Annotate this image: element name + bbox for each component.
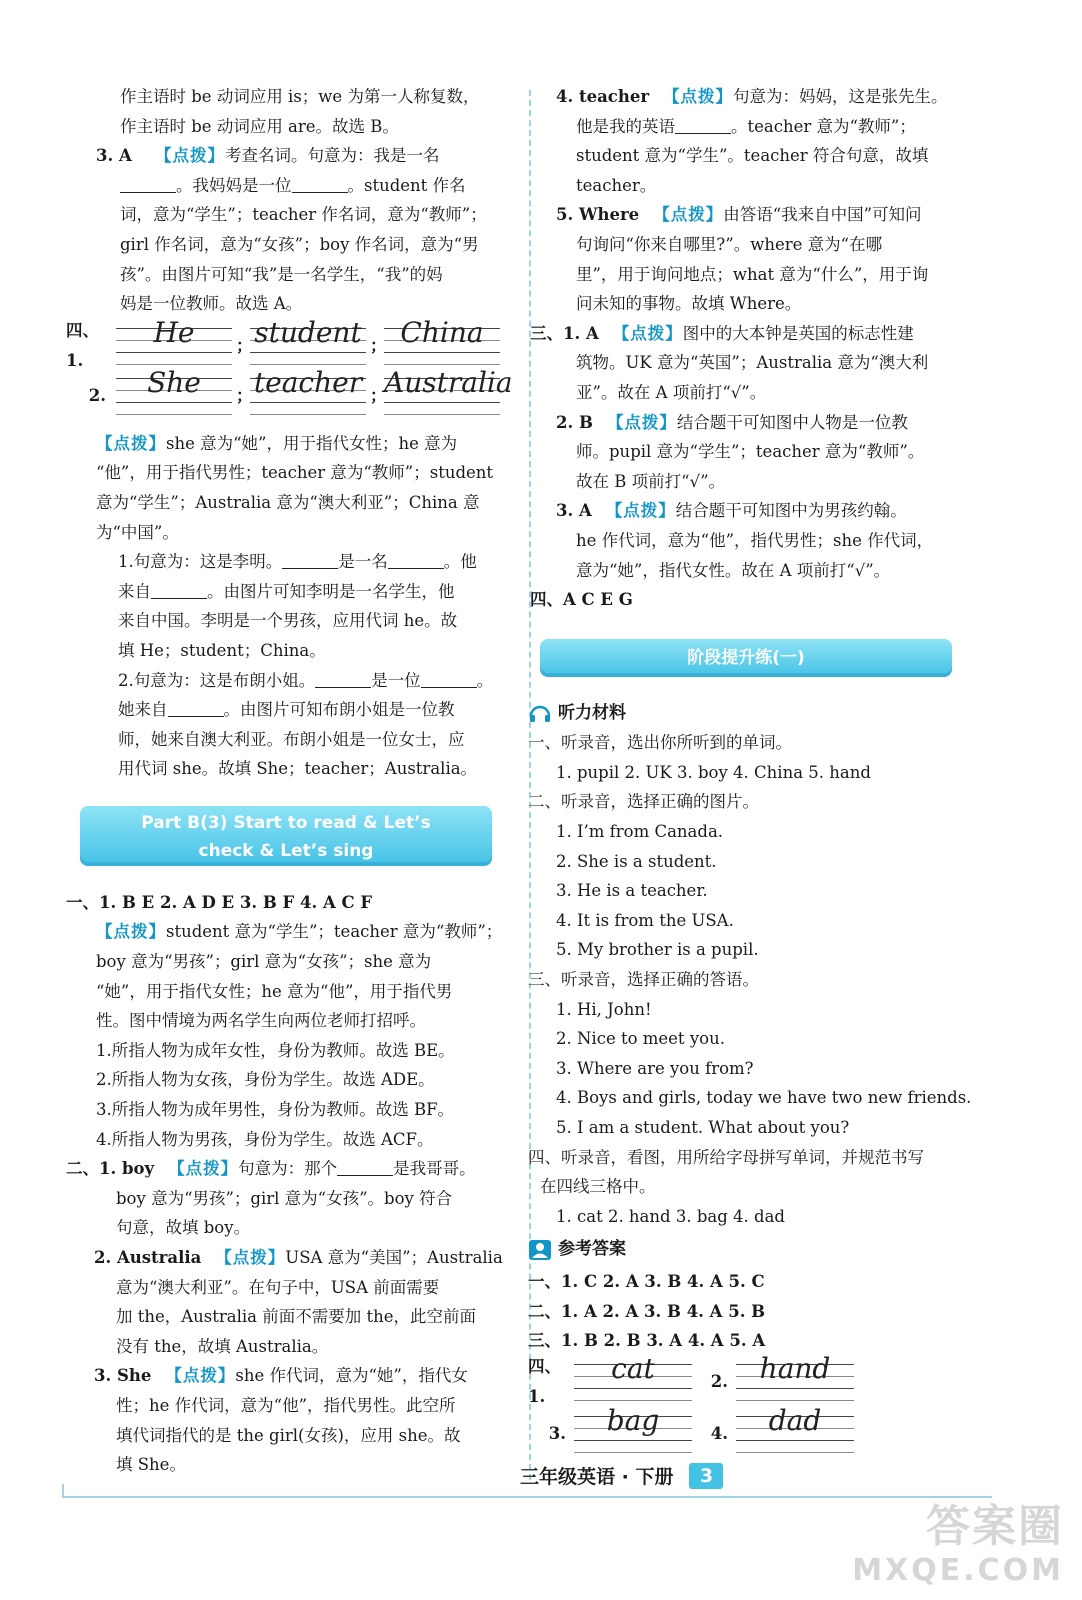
list-item: 2. Nice to meet you. [556,1029,725,1049]
answer-label: 4. teacher [556,87,650,106]
text-line [66,1154,512,1184]
listening-heading [528,699,990,729]
tip-label: 【点拨】 [165,1366,236,1386]
text-line: 1. pupil 2. UK 3. boy 4. China 5. hand [556,762,871,782]
section-banner [80,806,492,866]
answer-label: 3. A [96,146,132,166]
text-line: “她”，用于指代女性；he 意为“他”，用于指代男 [96,981,453,1001]
list-item: 2. She is a student. [556,851,717,871]
four-line-grid [736,1403,854,1452]
footer-rule-tick [62,1484,64,1496]
text-line: 三、1. B 2. B 3. A 4. A 5. A [528,1331,766,1351]
answer-label: 5. Where [556,205,640,225]
grid-label: 四、1. [528,1357,561,1406]
page-number: 3 [689,1463,723,1489]
text-line [66,1243,512,1273]
text-line: 里”，用于询问地点；what 意为“什么”，用于询 [576,264,929,284]
text-line [66,429,512,459]
text-line [66,666,512,696]
text-line [540,82,990,112]
list-item: 4. Boys and girls, today we have two new friends. [556,1088,972,1108]
four-line-grid [116,315,232,364]
blank-line [292,175,348,193]
four-line-grid [116,365,232,414]
handwritten-word: dad [768,1403,822,1437]
tip-label: 【点拨】 [663,87,734,106]
text-line: 句询问“你来自哪里?”。where 意为“在哪 [576,234,883,254]
text-line: 三、听录音，选择正确的答语。 [528,970,759,990]
text-span: 考查名词。句意为：我是一名 [225,146,440,166]
page-footer [520,1462,723,1489]
tip-label: 【点拨】 [612,323,683,343]
tip-label: 【点拨】 [606,412,677,432]
text-line: 在四线三格中。 [540,1177,656,1197]
section-banner: 阶段提升练(一) [540,639,952,677]
text-line: 四、A C E G [530,590,633,610]
list-item: 3. Where are you from? [556,1058,754,1078]
text-line: 性。图中情境为两名学生向两位老师打招呼。 [96,1011,426,1031]
text-line [540,200,990,230]
tip-label: 【点拨】 [168,1159,239,1179]
text-line: 3.所指人物为成年男性，身份为教师。故选 BF。 [96,1100,455,1120]
grid-label: 3. [548,1423,566,1443]
text-line: 1. cat 2. hand 3. bag 4. dad [556,1206,785,1226]
four-line-grid [736,1351,854,1400]
text-line: 2.所指人物为女孩，身份为学生。故选 ADE。 [96,1070,435,1090]
handwritten-word: teacher [253,365,363,399]
text-line: 师，她来自澳大利亚。布朗小姐是一位女士，应 [118,729,465,749]
text-line: 没有 the，故填 Australia。 [116,1336,329,1356]
text-span: 他是我的英语 [576,116,675,136]
text-span: 她来自 [118,700,168,720]
text-span: 是一位 [371,670,421,690]
text-line: 加 the，Australia 前面不需要加 the，此空前面 [116,1307,477,1327]
headphones-icon [528,702,552,724]
text-line: 师。pupil 意为“学生”；teacher 意为“教师”。 [576,442,925,462]
text-line [540,408,990,438]
four-line-grid [250,315,366,364]
separator: ； [236,385,253,405]
list-item: 1. I’m from Canada. [556,822,724,842]
text-span: 。 [476,670,494,690]
text-span: USA 意为“美国”；Australia [285,1248,503,1267]
text-line [66,695,512,725]
text-line [66,171,512,201]
text-line: 四、听录音，看图，用所给字母拼写单词，并规范书写 [528,1147,924,1167]
text-line: “他”，用于指代男性；teacher 意为“教师”；student [96,463,494,483]
answer-label: 2. B [556,412,593,432]
text-span: 是我哥哥。 [393,1159,476,1179]
grid-label: 四、1. [66,321,99,370]
text-line: 二、听录音，选择正确的图片。 [528,792,759,812]
text-line [66,547,512,577]
grid-label: 2. [88,385,106,405]
text-span: 由答语“我来自中国”可知问 [723,205,922,225]
blank-line [315,670,371,688]
blank-line [168,699,224,717]
text-line: boy 意为“男孩”；girl 意为“女孩”；she 意为 [96,952,432,972]
handwritten-word: China [400,315,484,349]
grid-label: 4. [710,1423,728,1443]
text-line: student 意为“学生”。teacher 符合句意，故填 [576,146,929,166]
four-line-grid [384,365,513,414]
list-item: 5. My brother is a pupil. [556,940,759,960]
text-span: 结合题干可知图中人物是一位教 [676,412,908,432]
footer-rule [62,1496,992,1498]
text-line: teacher。 [576,175,657,195]
text-line: he 作代词，意为“他”，指代男性；she 作代词， [576,530,934,550]
text-line [530,319,990,349]
text-line: 一、1. C 2. A 3. B 4. A 5. C [528,1271,765,1291]
text-span: 。我妈妈是一位 [176,175,292,195]
handwritten-word: student [254,315,362,349]
text-line: 作主语时 be 动词应用 is；we 为第一人称复数， [120,87,480,106]
text-line [66,577,512,607]
text-span: 句意为：妈妈，这是张先生。 [733,87,948,106]
blank-line [282,551,338,569]
handwritten-word: hand [759,1351,831,1385]
handwritten-word: He [153,315,195,349]
footer-title: 三年级英语 · 下册 [520,1466,674,1488]
text-line: 性；he 作代词，意为“他”，指代男性。此空所 [116,1395,456,1415]
blank-line [151,581,207,599]
text-line: 用代词 she。故填 She；teacher；Australia。 [118,759,478,779]
text-line: 意为“学生”；Australia 意为“澳大利亚”；China 意 [96,492,480,512]
text-line: 二、1. A 2. A 3. B 4. A 5. B [528,1301,766,1321]
tip-label: 【点拨】 [653,205,724,225]
grid-row-2 [66,365,513,421]
watermark-line: 答案圈 [926,1501,1064,1552]
text-span: student 意为“学生”；teacher 意为“教师”； [166,922,503,942]
text-line: 故在 B 项前打“√”。 [576,471,725,491]
text-line: 为“中国”。 [96,522,179,542]
text-line [66,1361,512,1391]
blank-line [388,551,444,569]
text-line: 1.所指人物为成年女性，身份为教师。故选 BE。 [96,1040,455,1060]
tip-label: 【点拨】 [96,922,166,942]
grid-row-1 [66,315,512,371]
list-item: 3. He is a teacher. [556,881,708,901]
text-line: boy 意为“男孩”；girl 意为“女孩”。boy 符合 [116,1188,453,1208]
right-column [528,82,990,1460]
question-3 [66,141,512,171]
text-span: 。他 [443,552,477,572]
heading-text: 听力材料 [558,702,626,723]
text-line: 作主语时 be 动词应用 are。故选 B。 [120,116,399,136]
tip-label: 【点拨】 [155,146,226,166]
four-line-grid [574,1351,692,1400]
text-line: 一、1. B E 2. A D E 3. B F 4. A C F [66,892,373,912]
text-line: 亚”。故在 A 项前打“√”。 [576,382,767,402]
text-line: 填代词指代的是 the girl(女孩)，应用 she。故 [116,1425,461,1445]
blank-line [120,175,176,193]
text-span: 1.句意为：这是李明。 [118,552,283,572]
answer-grid-row-1 [528,1351,990,1408]
text-line: 孩”。由图片可知“我”是一名学生，“我”的妈 [120,264,443,284]
heading-text: 参考答案 [558,1239,626,1260]
text-span: 。teacher 意为“教师”； [731,116,916,136]
text-span: 来自 [118,581,151,601]
tip-label: 【点拨】 [605,501,676,521]
person-icon [528,1239,552,1261]
watermark-line: MXQE.COM [852,1553,1064,1588]
text-span: she 意为“她”，用于指代女性；he 意为 [166,433,458,453]
text-line: 筑物。UK 意为“英国”；Australia 意为“澳大利 [576,353,929,373]
text-line: 一、听录音，选出你所听到的单词。 [528,733,792,753]
text-line: 4.所指人物为男孩，身份为学生。故选 ACF。 [96,1129,434,1149]
left-column [66,82,512,1480]
four-line-grid [574,1403,692,1452]
text-span: 图中的大本钟是英国的标志性建 [682,323,914,343]
separator: ； [370,385,387,405]
text-line: girl 作名词，意为“女孩”；boy 作名词，意为“男 [120,234,479,254]
grid-label: 2. [710,1371,728,1391]
text-span: 。student 作名 [347,175,466,195]
banner-line: check & Let’s sing [198,840,374,861]
text-span: 2.句意为：这是布朗小姐。 [118,670,316,690]
text-span: she 作代词，意为“她”，指代女 [235,1366,468,1386]
tip-label: 【点拨】 [96,433,166,453]
handwritten-word: She [147,365,201,399]
handwritten-word: Australia [384,365,513,399]
answer-label: 2. Australia [94,1248,202,1267]
text-line: 填 She。 [116,1455,186,1475]
text-line: 来自中国。李明是一个男孩，应用代词 he。故 [118,611,458,631]
text-span: 。由图片可知布朗小姐是一位教 [223,700,455,720]
answer-grid-row-2 [528,1403,990,1460]
text-line [540,496,990,526]
answer-heading [528,1235,990,1265]
separator: ； [370,335,387,355]
answer-label: 3. A [556,501,592,521]
text-line: 词，意为“学生”；teacher 作名词，意为“教师”； [120,205,487,225]
four-line-grid [384,315,500,364]
banner-line: Part B(3) Start to read & Let’s [141,812,431,833]
answer-label: 二、1. boy [66,1159,155,1179]
blank-line [421,670,477,688]
text-span: 结合题干可知图中为男孩约翰。 [675,501,907,521]
text-span: 句意为：那个 [238,1159,338,1179]
answer-label: 三、1. A [530,323,599,343]
text-span: 是一名 [338,552,388,572]
text-line: 意为“澳大利亚”。在句子中，USA 前面需要 [116,1277,440,1297]
watermark [852,1500,1064,1588]
blank-line [675,116,731,134]
text-line: 句意，故填 boy。 [116,1218,251,1238]
tip-label: 【点拨】 [215,1248,286,1267]
answer-label: 3. She [94,1366,152,1386]
separator: ； [236,335,253,355]
list-item: 5. I am a student. What about you? [556,1118,850,1137]
text-line: 问未知的事物。故填 Where。 [576,294,802,314]
text-line: 填 He；student；China。 [118,640,326,660]
list-item: 4. It is from the USA. [556,910,734,930]
list-item: 1. Hi, John! [556,999,652,1019]
handwritten-word: bag [606,1403,660,1437]
four-line-grid [250,365,366,414]
handwritten-word: cat [611,1351,655,1385]
text-line: 妈是一位教师。故选 A。 [120,294,303,314]
blank-line [337,1158,393,1176]
text-span: 。由图片可知李明是一名学生，他 [207,581,455,601]
text-line: 意为“她”，指代女性。故在 A 项前打“√”。 [576,560,891,580]
text-line [540,112,990,142]
text-line [66,917,512,947]
